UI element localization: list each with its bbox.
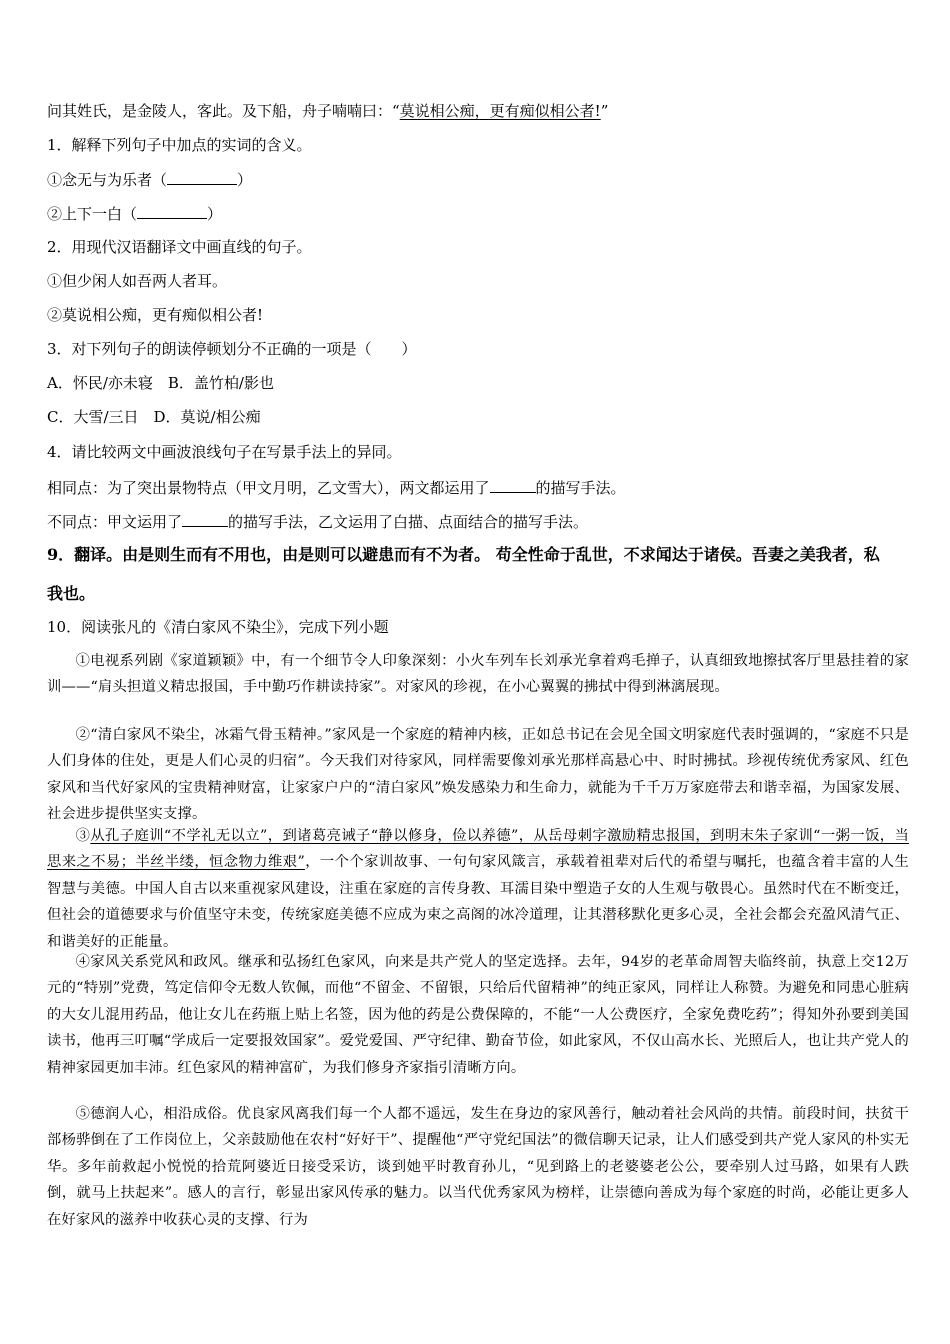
question-4-similarity: 相同点：为了突出景物特点（甲文月明，乙文雪大），两文都运用了 的描写手法。 bbox=[47, 479, 626, 497]
article-paragraph-5: ⑤德润人心，相沿成俗。优良家风离我们每一个人都不遥远，发生在身边的家风善行，触动着社会风尚的共情。前段时间，扶贫干部杨骅倒在了工作岗位上，父亲鼓励他在农村“好好干”、提醒他“严守党纪国法”的微信聊天记录，让人们感受到共产党人家风的朴实无华。多年前救起小悦悦的拾荒阿婆近日接受采访，谈到她平时教育孙儿，“见到路上的老婆婆老公公，要牵别人过马路，如果有人跌倒，就马上扶起来”。感人的言行，彰显出家风传承的魅力。以当代优秀家风为榜样，让崇德向善成为每个家庭的时尚，必能让更多人在好家风的滋养中收获心灵的支撑、行为 bbox=[47, 1106, 909, 1228]
answer-blank[interactable] bbox=[167, 169, 237, 185]
underlined-sentence: 从孔子庭训“不学礼无以立”，到诸葛亮诫子“静以修身，俭以养德”，从岳母刺字激励精忠报国，到明末朱子家训“一粥一饭，当思来之不易；半丝半缕，恒念物力维艰” bbox=[47, 828, 910, 871]
question-9-line1: 9．翻译。由是则生而有不用也，由是则可以避患而有不为者。 苟全性命于乱世，不求闻达于诸侯。吾妻之美我者，私 bbox=[47, 545, 880, 564]
question-2a: ①但少闲人如吾两人者耳。 bbox=[47, 272, 228, 290]
question-4: 4．请比较两文中画波浪线句子在写景手法上的异同。 bbox=[47, 443, 402, 461]
article-paragraph-1: ①电视系列剧《家道颖颖》中，有一个细节令人印象深刻：小火车列车长刘承光拿着鸡毛掸子，认真细致地擦拭客厅里悬挂着的家训——“肩头担道义精忠报国，手中勤巧作耕读持家”。对家风的珍视，在小心翼翼的拂拭中得到淋漓展现。 bbox=[47, 653, 909, 696]
question-3-options-ab: A．怀民/亦未寝 B．盖竹柏/影也 bbox=[47, 374, 274, 392]
article-paragraph-3: ③从孔子庭训“不学礼无以立”，到诸葛亮诫子“静以修身，俭以养德”，从岳母刺字激励精忠报国，到明末朱子家训“一粥一饭，当思来之不易；半丝半缕，恒念物力维艰”，一个个家训故事、一句句家风箴言，承载着祖辈对后代的希望与嘱托，也蕴含着丰富的人生智慧与美德。中国人自古以来重视家风建设，注重在家庭的言传身教、耳濡目染中塑造子女的人生观与敬畏心。虽然时代在不断变迁，但社会的道德要求与价值坚守未变，传统家庭美德不应成为束之高阁的冰冷道理，让其潜移默化更多心灵，全社会都会充盈风清气正、和谐美好的正能量。 bbox=[47, 828, 910, 950]
text-line-intro: 问其姓氏，是金陵人，客此。及下船，舟子喃喃曰：“莫说相公痴，更有痴似相公者!” bbox=[47, 102, 609, 120]
question-3-options-cd: C．大雪/三日 D．莫说/相公痴 bbox=[47, 408, 261, 426]
question-2: 2．用现代汉语翻译文中画直线的句子。 bbox=[47, 238, 312, 256]
question-1b: ②上下一白（ ） bbox=[47, 205, 223, 223]
underlined-sentence: 莫说相公痴，更有痴似相公者! bbox=[399, 102, 601, 120]
question-3: 3．对下列句子的朗读停顿划分不正确的一项是（ ） bbox=[47, 340, 417, 358]
question-1: 1．解释下列句子中加点的实词的含义。 bbox=[47, 136, 312, 154]
question-1a: ①念无与为乐者（ ） bbox=[47, 171, 253, 189]
question-2b: ②莫说相公痴，更有痴似相公者! bbox=[47, 306, 264, 324]
article-paragraph-2: ②“清白家风不染尘，冰霜气骨玉精神。”家风是一个家庭的精神内核，正如总书记在会见全国文明家庭代表时强调的，“家庭不只是人们身体的住处，更是人们心灵的归宿”。今天我们对待家风，同样需要像刘承光那样高悬心中、时时拂拭。珍视传统优秀家风、红色家风和当代好家风的宝贵精神财富，让家家户户的“清白家风”焕发感染力和生命力，就能为千千万万家庭带去和谐幸福，为国家发展、社会进步提供坚实支撑。 bbox=[47, 727, 909, 823]
answer-blank[interactable] bbox=[182, 511, 228, 527]
question-4-difference: 不同点：甲文运用了 的描写手法，乙文运用了白描、点面结合的描写手法。 bbox=[47, 513, 589, 531]
question-10: 10．阅读张凡的《清白家风不染尘》，完成下列小题 bbox=[47, 618, 389, 636]
answer-blank[interactable] bbox=[137, 203, 207, 219]
answer-blank[interactable] bbox=[490, 477, 536, 493]
article-paragraph-4: ④家风关系党风和政风。继承和弘扬红色家风，向来是共产党人的坚定选择。去年，94岁的老革命周智夫临终前，执意上交12万元的“特别”党费，笃定信仰令无数人钦佩，而他“不留金、不留银，只给后代留精神”的纯正家风，同样让人称赞。为避免和同患心脏病的大女儿混用药品，他让女儿在药瓶上贴上名签，因为他的药是公费保障的，不能“一人公费医疗，全家免费吃药”；得知外孙要到美国读书，他再三叮嘱“学成后一定要报效国家”。爱党爱国、严守纪律、勤奋节俭，如此家风，不仅山高水长、光照后人，也让共产党人的精神家园更加丰沛。红色家风的精神富矿，为我们修身齐家指引清晰方向。 bbox=[47, 954, 909, 1076]
question-9-line2: 我也。 bbox=[47, 584, 96, 603]
